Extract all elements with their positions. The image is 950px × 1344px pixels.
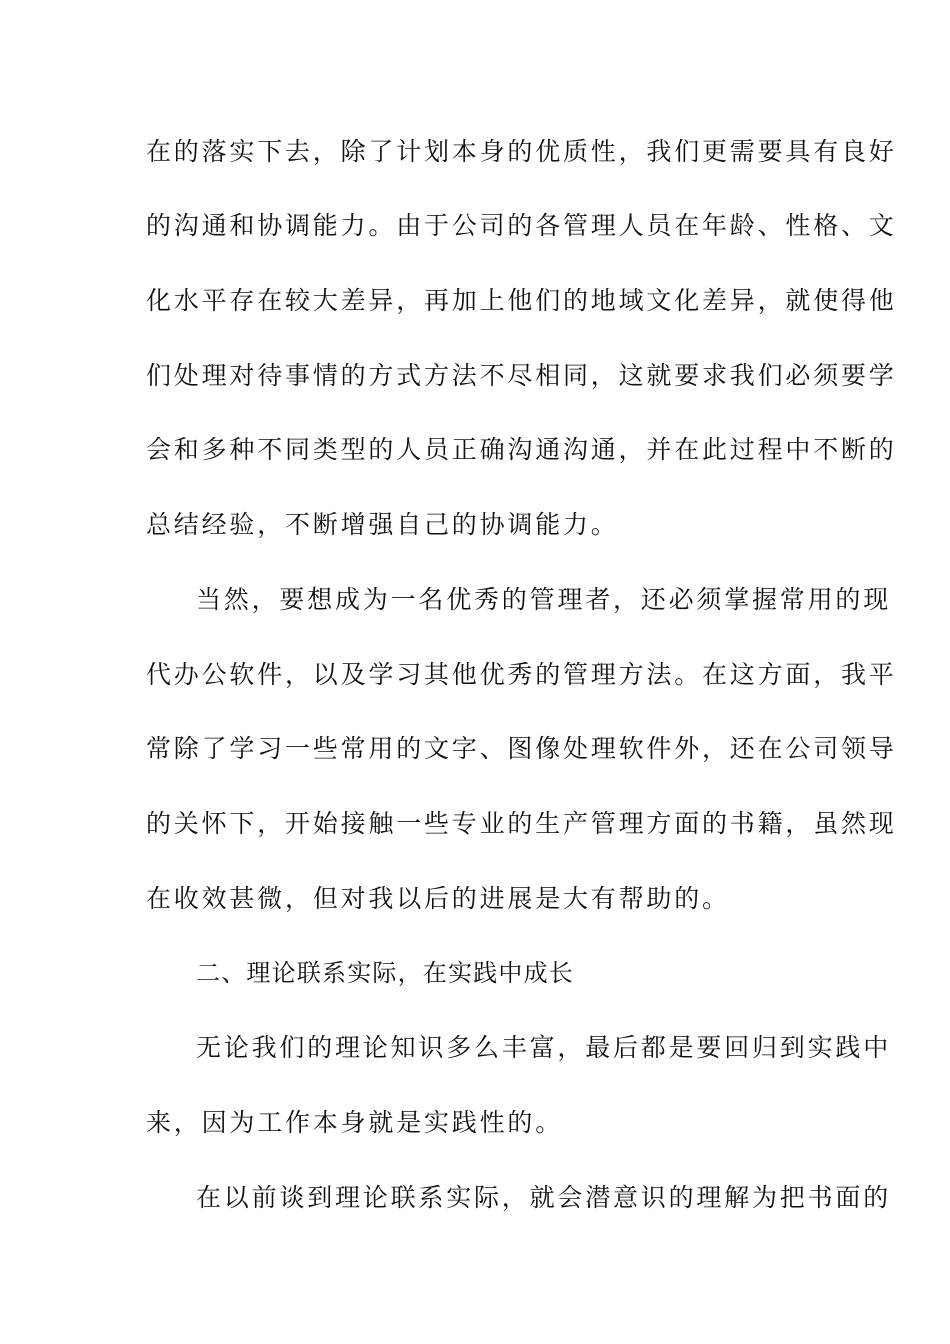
paragraph-2-line-3: 常除了学习一些常用的文字、图像处理软件外，还在公司领导 (146, 734, 897, 763)
paragraph-1-line-3: 化水平存在较大差异，再加上他们的地域文化差异，就使得他 (146, 286, 897, 315)
paragraph-1-line-5: 会和多种不同类型的人员正确沟通沟通，并在此过程中不断的 (146, 435, 897, 464)
paragraph-1-line-2: 的沟通和协调能力。由于公司的各管理人员在年龄、性格、文 (146, 211, 897, 240)
paragraph-1-line-6: 总结经验，不断增强自己的协调能力。 (146, 510, 619, 539)
paragraph-3-line-2: 来，因为工作本身就是实践性的。 (146, 1108, 564, 1137)
paragraph-2-line-2: 代办公软件，以及学习其他优秀的管理方法。在这方面，我平 (146, 660, 897, 689)
paragraph-3-line-1: 无论我们的理论知识多么丰富，最后都是要回归到实践中 (196, 1033, 892, 1062)
paragraph-1-line-1: 在的落实下去，除了计划本身的优质性，我们更需要具有良好 (146, 137, 897, 166)
paragraph-1-line-4: 们处理对待事情的方式方法不尽相同，这就要求我们必须要学 (146, 361, 897, 390)
section-heading: 二、理论联系实际，在实践中成长 (196, 959, 574, 987)
paragraph-4-line-1: 在以前谈到理论联系实际，就会潜意识的理解为把书面的 (196, 1183, 892, 1212)
paragraph-2-line-5: 在收效甚微，但对我以后的进展是大有帮助的。 (146, 884, 730, 913)
paragraph-2-line-1: 当然，要想成为一名优秀的管理者，还必须掌握常用的现 (196, 585, 892, 614)
paragraph-2-line-4: 的关怀下，开始接触一些专业的生产管理方面的书籍，虽然现 (146, 809, 897, 838)
